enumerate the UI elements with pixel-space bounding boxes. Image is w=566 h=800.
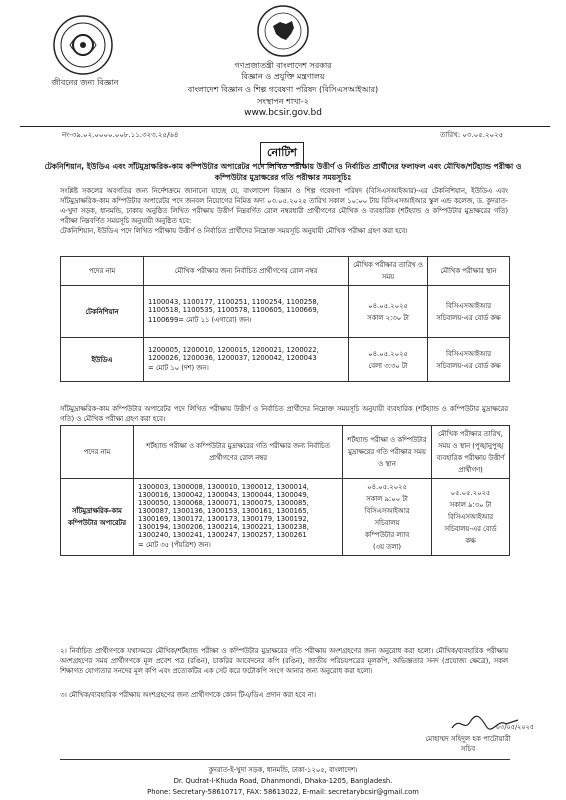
logo-caption: জীবনের জন্য বিজ্ঞান — [51, 78, 119, 87]
header-website: www.bcsir.gov.bd — [244, 108, 322, 118]
col-viva: মৌখিক পরীক্ষার তারিখ, সময় ও স্থান (পুঙ্খানুপুঙ্খ ব্যবহারিক পরীক্ষায় উত্তীর্ণ প্রার্থীগণ) — [432, 426, 510, 479]
roll-line: 1300003, 1300008, 1300010, 1300012, 1300014, — [138, 483, 309, 491]
viva-line: সচিবালয়-এর বোর্ড — [444, 525, 497, 533]
roll-list — [144, 338, 349, 382]
col-post: পদের নাম — [61, 257, 144, 286]
practical-line: (৩য় তলা) — [372, 543, 402, 551]
viva-schedule-table — [60, 256, 510, 382]
viva-venue: বিসিএসআইআর সচিবালয়-এর বোর্ড কক্ষ — [428, 338, 510, 382]
viva-line: কক্ষ — [465, 537, 476, 545]
roll-line: 1300087, 1300136, 1300153, 1300161, 1300165, — [138, 507, 309, 515]
note-3: ৩। মৌখিক/ব্যবহারিক পরীক্ষায় অংশগ্রহণের জন্য প্রার্থীগণকে কোন টিএ/ডিএ প্রদান করা হবে না। — [60, 691, 316, 699]
footer-bn-address: কুদরাত-ই-খুদা সড়ক, ধানমন্ডি, ঢাকা-১২০৫, বাংলাদেশ। — [208, 766, 358, 774]
viva-line: ০৫.০৫.২০২৫ — [450, 489, 491, 497]
practical-line: বিসিএসআইআর — [364, 507, 410, 515]
viva-venue: বিসিএসআইআর সচিবালয়-এর বোর্ড কক্ষ — [428, 286, 510, 338]
viva-schedule — [432, 479, 510, 556]
viva-line: বিসিএসআইআর — [448, 513, 493, 521]
roll-line: 1200005, 1200010, 1200015, 1200021, 1200022, — [148, 345, 319, 354]
paragraph-1-text: সংশ্লিষ্ট সকলের অবগতির জন্য নির্দেশক্রমে জানানো যাচ্ছে যে, বাংলাদেশ বিজ্ঞান ও শিল্প গবেষণা পরিষদ (বিসিএসআইআর)-এর টেকনিশিয়ান, ইউডিএ এবং সাঁটমুদ্রাক্ষরিক-কাম কম্পিউটার অপারেটর পদে জনবল নিয়োগের নিমিত্ত অদ্য ০৩.০৫.২০২৫ তারিখ সকাল ১০:০০ টায় বিসিএসআইআর স্কুল এন্ড কলেজ, ড. কুদরাত-এ-খুদা সড়ক, ধানমন্ডি, ঢাকায় অনুষ্ঠিত লিখিত পরীক্ষায় উত্তীর্ণ নিম্নবর্ণিত রোল নম্বরধারী প্রার্থীগণের মৌখিক ও ব্যবহারিক (শর্টহ্যান্ড ও কম্পিউটার মুদ্রাক্ষরের গতি) পরীক্ষা নিম্নবর্ণিত সময়সূচি অনুযায়ী অনুষ্ঠিত হবে: — [60, 187, 508, 225]
post-name: সাঁটমুদ্রাক্ষরিক-কাম কম্পিউটার অপারেটর — [61, 479, 134, 556]
roll-line: 1100518, 1100535, 1100578, 1100605, 1100669, — [148, 305, 319, 314]
practical-line: ০৪.০৫.২০২৫ — [367, 483, 407, 491]
roll-line: 1100043, 1100177, 1100251, 1100254, 1100258, — [148, 297, 319, 306]
signature-date: ০৩/০৫/২০২৫ — [495, 723, 535, 731]
practical-line: কম্পিউটার ল্যাব — [364, 531, 410, 539]
viva-date-time — [349, 338, 428, 382]
roll-line: 1300169, 1300172, 1300173, 1300179, 1300192, — [138, 515, 309, 523]
table-row — [61, 479, 510, 556]
col-rolls: মৌখিক পরীক্ষার জন্য নির্বাচিত প্রার্থীগণের রোল নম্বর — [144, 257, 349, 286]
roll-line: 1100699= মোট ১১ (এগারো) জন। — [148, 315, 252, 324]
col-rolls: শর্টহ্যান্ড পরীক্ষা ও কম্পিউটার মুদ্রাক্ষরের গতি পরীক্ষার জন্য নির্বাচিত প্রার্থীগণের রোল নম্বর — [134, 426, 343, 479]
header-council: বাংলাদেশ বিজ্ঞান ও শিল্প গবেষণা পরিষদ (বিসিএসআইআর) — [187, 85, 379, 94]
viva-date: ০৪.০৫.২০২৫ — [368, 301, 408, 310]
post-name: ইউডিএ — [61, 338, 144, 382]
header-divider — [20, 126, 550, 127]
roll-line: 1300194, 1300206, 1300214, 1300221, 1300238, — [138, 523, 309, 531]
roll-line: 1300050, 1300068, 1300071, 1300075, 1300085, — [138, 499, 309, 507]
practical-line: সচিবালয় — [374, 519, 400, 527]
viva-date-time — [349, 286, 428, 338]
memo-number: নং-৩৯.০২.০০০০.০০৮.১১.৩২৩.২৫/৬৪ — [62, 131, 179, 139]
table-header-row — [61, 257, 510, 286]
roll-line: 1200026, 1200036, 1200037, 1200042, 1200043 — [148, 353, 317, 362]
header-section: সংস্থাপন শাখা-২ — [257, 97, 309, 106]
roll-list — [134, 479, 343, 556]
col-date-time: মৌখিক পরীক্ষার তারিখ ও সময় — [349, 257, 428, 286]
viva-time: সকাল ২:৩০ টা — [367, 313, 409, 322]
practical-line: সকাল ৯:০০ টা — [366, 495, 408, 503]
col-practical: শর্টহ্যান্ড পরীক্ষা ও কম্পিউটার মুদ্রাক্ষরের গতি পরীক্ষার সময় ও স্থান — [343, 426, 432, 479]
header-ministry: বিজ্ঞান ও প্রযুক্তি মন্ত্রণালয় — [241, 72, 325, 81]
practical-schedule-table — [60, 425, 510, 556]
header-gov: গণপ্রজাতন্ত্রী বাংলাদেশ সরকার — [234, 61, 332, 70]
roll-line: 1300240, 1300241, 1300247, 1300257, 1300261 — [138, 531, 307, 539]
practical-schedule — [343, 479, 432, 556]
notice-title: নোটিশ — [260, 142, 304, 165]
roll-line: = মোট ১০ (দশ) জন। — [148, 363, 209, 372]
footer-contact: Phone: Secretary-58610717, FAX: 58613022, E-mail: secretarybcsir@gmail.com — [147, 788, 419, 796]
notice-subject: টেকনিশিয়ান, ইউডিএ এবং সাঁটমুদ্রাক্ষরিক-কাম কম্পিউটার অপারেটর পদে লিখিত পরীক্ষায় উত্তীর্ণ ও নির্বাচিত প্রার্থীদের ফলাফল এবং মৌখিক/শর্টহ্যান্ড পরীক্ষা ও কম্পিউটার মুদ্রাক্ষরের গতি পরীক্ষার সময়সূচিঃ — [44, 162, 522, 182]
footer-divider — [60, 759, 510, 760]
col-post: পদের নাম — [61, 426, 134, 479]
roll-line: 1300016, 1300042, 1300043, 1300044, 1300049, — [138, 491, 309, 499]
viva-time: বেলা ৩:৩০ টা — [368, 361, 408, 370]
col-venue: মৌখিক পরীক্ষার স্থান — [428, 257, 510, 286]
table-row — [61, 338, 510, 382]
viva-date: ০৪.০৫.২০২৫ — [368, 349, 408, 358]
viva-line: সকাল ৯:৩০ টা — [449, 501, 492, 509]
government-emblem-icon — [256, 4, 310, 58]
signatory-designation: সচিব — [460, 745, 476, 753]
paragraph-1 — [60, 186, 508, 236]
paragraph-1-tail: টেকনিশিয়ান, ইউডিএ পদে লিখিত পরীক্ষায় উত্তীর্ণ ও নির্বাচিত প্রার্থীদের নিম্নোক্ত সময়সূচি অনুযায়ী মৌখিক পরীক্ষা গ্রহণ করা হবে। — [60, 227, 408, 235]
roll-list — [144, 286, 349, 338]
signatory-name: মোহাম্মদ সহিদুল হক পাটোয়ারী — [425, 735, 511, 743]
post-name: টেকনিশিয়ান — [61, 286, 144, 338]
memo-date: তারিখ: ০৩.০৫.২০২৫ — [440, 131, 504, 139]
table-header-row — [61, 426, 510, 479]
roll-line: = মোট ৩৫ (পঁয়ত্রিশ) জন। — [138, 541, 211, 549]
note-2: ২। নির্বাচিত প্রার্থীগণকে যথাসময়ে মৌখিক/শর্টহ্যান্ড পরীক্ষা ও কম্পিউটার মুদ্রাক্ষরের গতি পরীক্ষায় অংশগ্রহণের জন্য অনুরোধ করা হলো। মৌখিক/ব্যবহারিক পরীক্ষায় অংশগ্রহণের সময় প্রার্থীগণকে মূল প্রবেশ পত্র (রঙিন), চাকরির আবেদনের কপি (রঙিন), জাতীয় পরিচয়পত্রের মূলকপি, অভিজ্ঞতার সনদ (প্রযোজ্য ক্ষেত্রে), সকল শিক্ষাগত যোগ্যতার সনদের মূল কপি এবং প্রত্যেকটির এক সেট করে ফটোকপি সংগে আনার জন্য অনুরোধ করা হলো। — [60, 647, 508, 675]
footer-en-address: Dr. Qudrat-I-Khuda Road, Dhanmondi, Dhaka-1205, Bangladesh. — [173, 777, 393, 785]
paragraph-2: সাঁটমুদ্রাক্ষরিক-কাম কম্পিউটার অপারেটর পদে লিখিত পরীক্ষায় উত্তীর্ণ ও নির্বাচিত প্রার্থীদের নিম্নোক্ত সময়সূচি অনুযায়ী ব্যবহারিক (শর্টহ্যান্ড ও কম্পিউটার মুদ্রাক্ষরের গতি) ও মৌখিক পরীক্ষা গ্রহণ করা হবে। — [60, 405, 508, 423]
table-row — [61, 286, 510, 338]
